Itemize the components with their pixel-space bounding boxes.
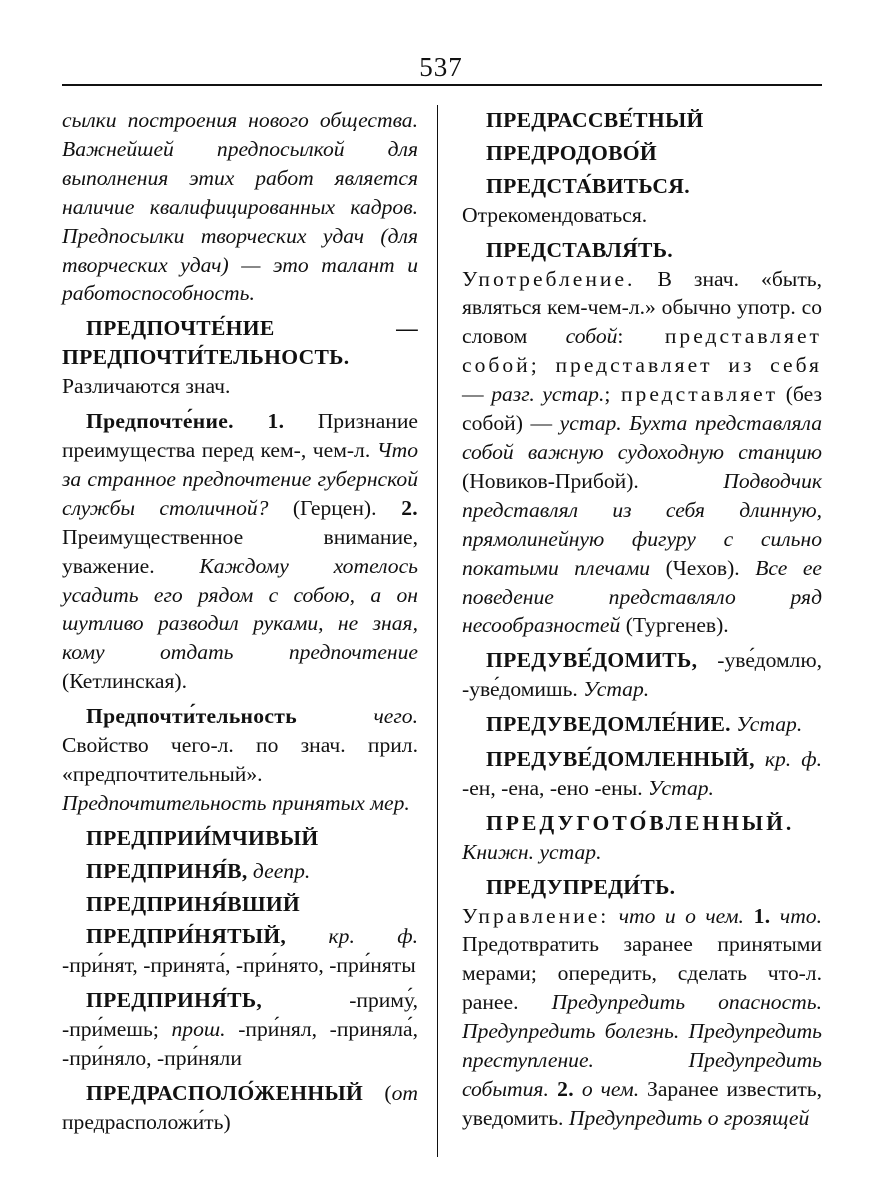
headword: ПРЕДРАСПОЛО́ЖЕННЫЙ (86, 1081, 364, 1105)
header-rule (62, 84, 822, 86)
source-author: (Герцен). (268, 495, 377, 520)
source-author: (Кетлинская). (62, 669, 187, 694)
government-note: о чем. (573, 1077, 640, 1101)
headword: ПРЕДРОДОВО́Й (486, 140, 657, 165)
government-note: что. (770, 903, 822, 928)
usage-label: Управление: (462, 903, 610, 928)
entry-predpochtenie-predpochtitelnost (62, 314, 418, 401)
source-author: (Тургенев). (620, 613, 729, 638)
definition: — (462, 382, 484, 407)
grammar-note: Устар. (642, 775, 714, 800)
sense-number: 2. (376, 495, 418, 520)
definition: Заранее известить, уведомить. (462, 1077, 822, 1130)
headword: Предпочте́ние. (86, 409, 234, 434)
headword: ПРЕДПРИИ́МЧИВЫЙ (86, 825, 319, 850)
headword: ПРЕДПРИНЯ́ВШИЙ (86, 891, 301, 916)
government-note: чего. (296, 704, 418, 729)
headword: ПРЕДУВЕДОМЛЕ́НИЕ. (486, 712, 731, 737)
headword: ПРЕДУВЕ́ДОМИТЬ, (486, 648, 698, 673)
entry-predprinyav (62, 857, 418, 886)
entry-predupredit (462, 873, 822, 1133)
entry-predugotovlennyi (462, 809, 822, 867)
entry-predprinyatyi (62, 922, 418, 980)
headword: ПРЕДУПРЕДИ́ТЬ. (486, 874, 676, 899)
entry-predstavitsya (462, 172, 822, 230)
definition: (без собой) — (462, 382, 822, 436)
word-forms: -при́нят, -принята́, -при́нято, -при́няты (62, 953, 416, 978)
entry-predpriimchivyi (62, 824, 418, 853)
usage-label: Употребление. (462, 266, 636, 291)
example-text: Подводчик представлял из себя длинную, прямолинейную фигуру с сильно покатыми плечами (462, 468, 822, 580)
headword: ПРЕДУВЕ́ДОМЛЕННЫЙ, (486, 747, 755, 772)
definition: : (617, 324, 624, 349)
definition: Предотвратить заранее принятыми мерами; опередить, сделать что-л. ранее. (462, 932, 822, 1015)
definition: В знач. «быть, являться кем-чем-л.» обычно употр. со словом (462, 266, 822, 349)
grammar-note: прош. (158, 1017, 226, 1042)
definition: предрасположи́ть) (62, 1109, 231, 1134)
entry-predpochtenie (62, 407, 418, 696)
example-text: Что за странное предпочтение губернской службы столичной? (62, 437, 419, 520)
grammar-note: кр. ф. (286, 924, 418, 949)
entry-predpochtitelnost (62, 702, 418, 818)
headword: ПРЕДПРИНЯ́В, (86, 858, 248, 883)
column-divider (437, 105, 438, 1157)
headword: ПРЕДРАССВЕ́ТНЫЙ (486, 108, 704, 132)
definition: Свойство чего-л. по знач. прил. «предпочтительный». (62, 733, 418, 786)
definition: Отрекомендоваться. (462, 202, 648, 227)
entry-predraspolozhennyi (62, 1079, 418, 1137)
grammar-note: кр. ф. (754, 747, 822, 772)
entry-continuation (62, 106, 418, 308)
definition: Различаются знач. (62, 374, 231, 399)
headword: ПРЕДСТА́ВИТЬСЯ. (486, 173, 690, 198)
headword: ПРЕДСТАВЛЯ́ТЬ. (486, 237, 674, 262)
definition: Признание преимущества перед кем-, чем-л. (62, 409, 419, 462)
spaced-usage: представляет собой; представляет из себя (462, 324, 822, 378)
grammar-note: Устар. (577, 677, 650, 702)
grammar-note: устар. (552, 411, 622, 436)
example-text: собой (527, 324, 618, 349)
paren-open: ( (363, 1081, 392, 1105)
headword: ПРЕДПРИ́НЯТЫЙ, (86, 924, 287, 949)
page-number: 537 (419, 52, 463, 82)
definition: Преимущественное внимание, уважение. (62, 524, 418, 578)
grammar-note: от (391, 1081, 418, 1105)
grammar-note: разг. устар. (483, 382, 605, 407)
headword: Предпочти́тельность (86, 704, 297, 729)
example-text: Предупредить опасность. Предупредить болезнь. Предупредить преступление. Предупредить события. (462, 990, 822, 1101)
headword: ПРЕДУГОТО́ВЛЕННЫЙ. (486, 810, 795, 835)
entry-predprinyat (62, 986, 418, 1073)
source-author: (Новиков-Прибой). (462, 468, 639, 493)
headword: ПРЕДПОЧТЕ́НИЕ — ПРЕДПОЧТИ́ТЕЛЬНОСТЬ. (62, 316, 418, 370)
example-text: Предпочтительность принятых мер. (62, 790, 410, 815)
sense-number: 1. (233, 409, 285, 434)
entry-predstavlyat (462, 236, 822, 641)
word-forms: -уве́домлю, -уве́домишь. (462, 648, 822, 702)
entry-preduvedomlennyi (462, 745, 822, 803)
grammar-note: Устар. (730, 712, 803, 737)
sense-number: 2. (548, 1077, 574, 1101)
entry-preduvedomlenie (462, 710, 822, 739)
entry-predrassvetnyi (462, 106, 822, 135)
example-text: сылки построения нового общества. Важнейшей предпосылкой для выполнения этих работ является наличие квалифицированных кадров. Предпосылки творческих удач (для творческих удач) — это талант и работоспособность. (62, 108, 418, 306)
sense-number: 1. (743, 903, 771, 928)
example-text: Каждому хотелось усадить его рядом с собою, а он шутливо разводил руками, не зная, кому отдать предпочтение (62, 553, 418, 665)
spaced-usage: представляет (610, 382, 779, 407)
headword: ПРЕДПРИНЯ́ТЬ, (86, 988, 263, 1013)
government-note: что и о чем. (609, 903, 744, 928)
entry-predprinyavshii (62, 890, 418, 919)
right-column (462, 106, 822, 1139)
example-text: Предупредить о грозящей (563, 1105, 810, 1130)
word-forms: -при́нял, -приняла́, -при́няло, -при́няли (62, 1017, 418, 1071)
grammar-note: деепр. (247, 858, 311, 883)
word-forms: -приму́, -при́мешь; (62, 988, 418, 1042)
example-text: Все ее поведение представляло ряд несообразностей (462, 555, 823, 638)
entry-preduvedomit (462, 646, 822, 704)
source-author: (Чехов). (650, 555, 740, 580)
left-column (62, 106, 418, 1143)
grammar-note: Книжн. устар. (462, 839, 602, 864)
entry-predrodovoi (462, 139, 822, 168)
example-text: Бухта представляла собой важную судоходную станцию (462, 411, 822, 464)
word-forms: -ен, -ена, -ено -ены. (462, 775, 643, 800)
definition: ; (604, 382, 611, 407)
